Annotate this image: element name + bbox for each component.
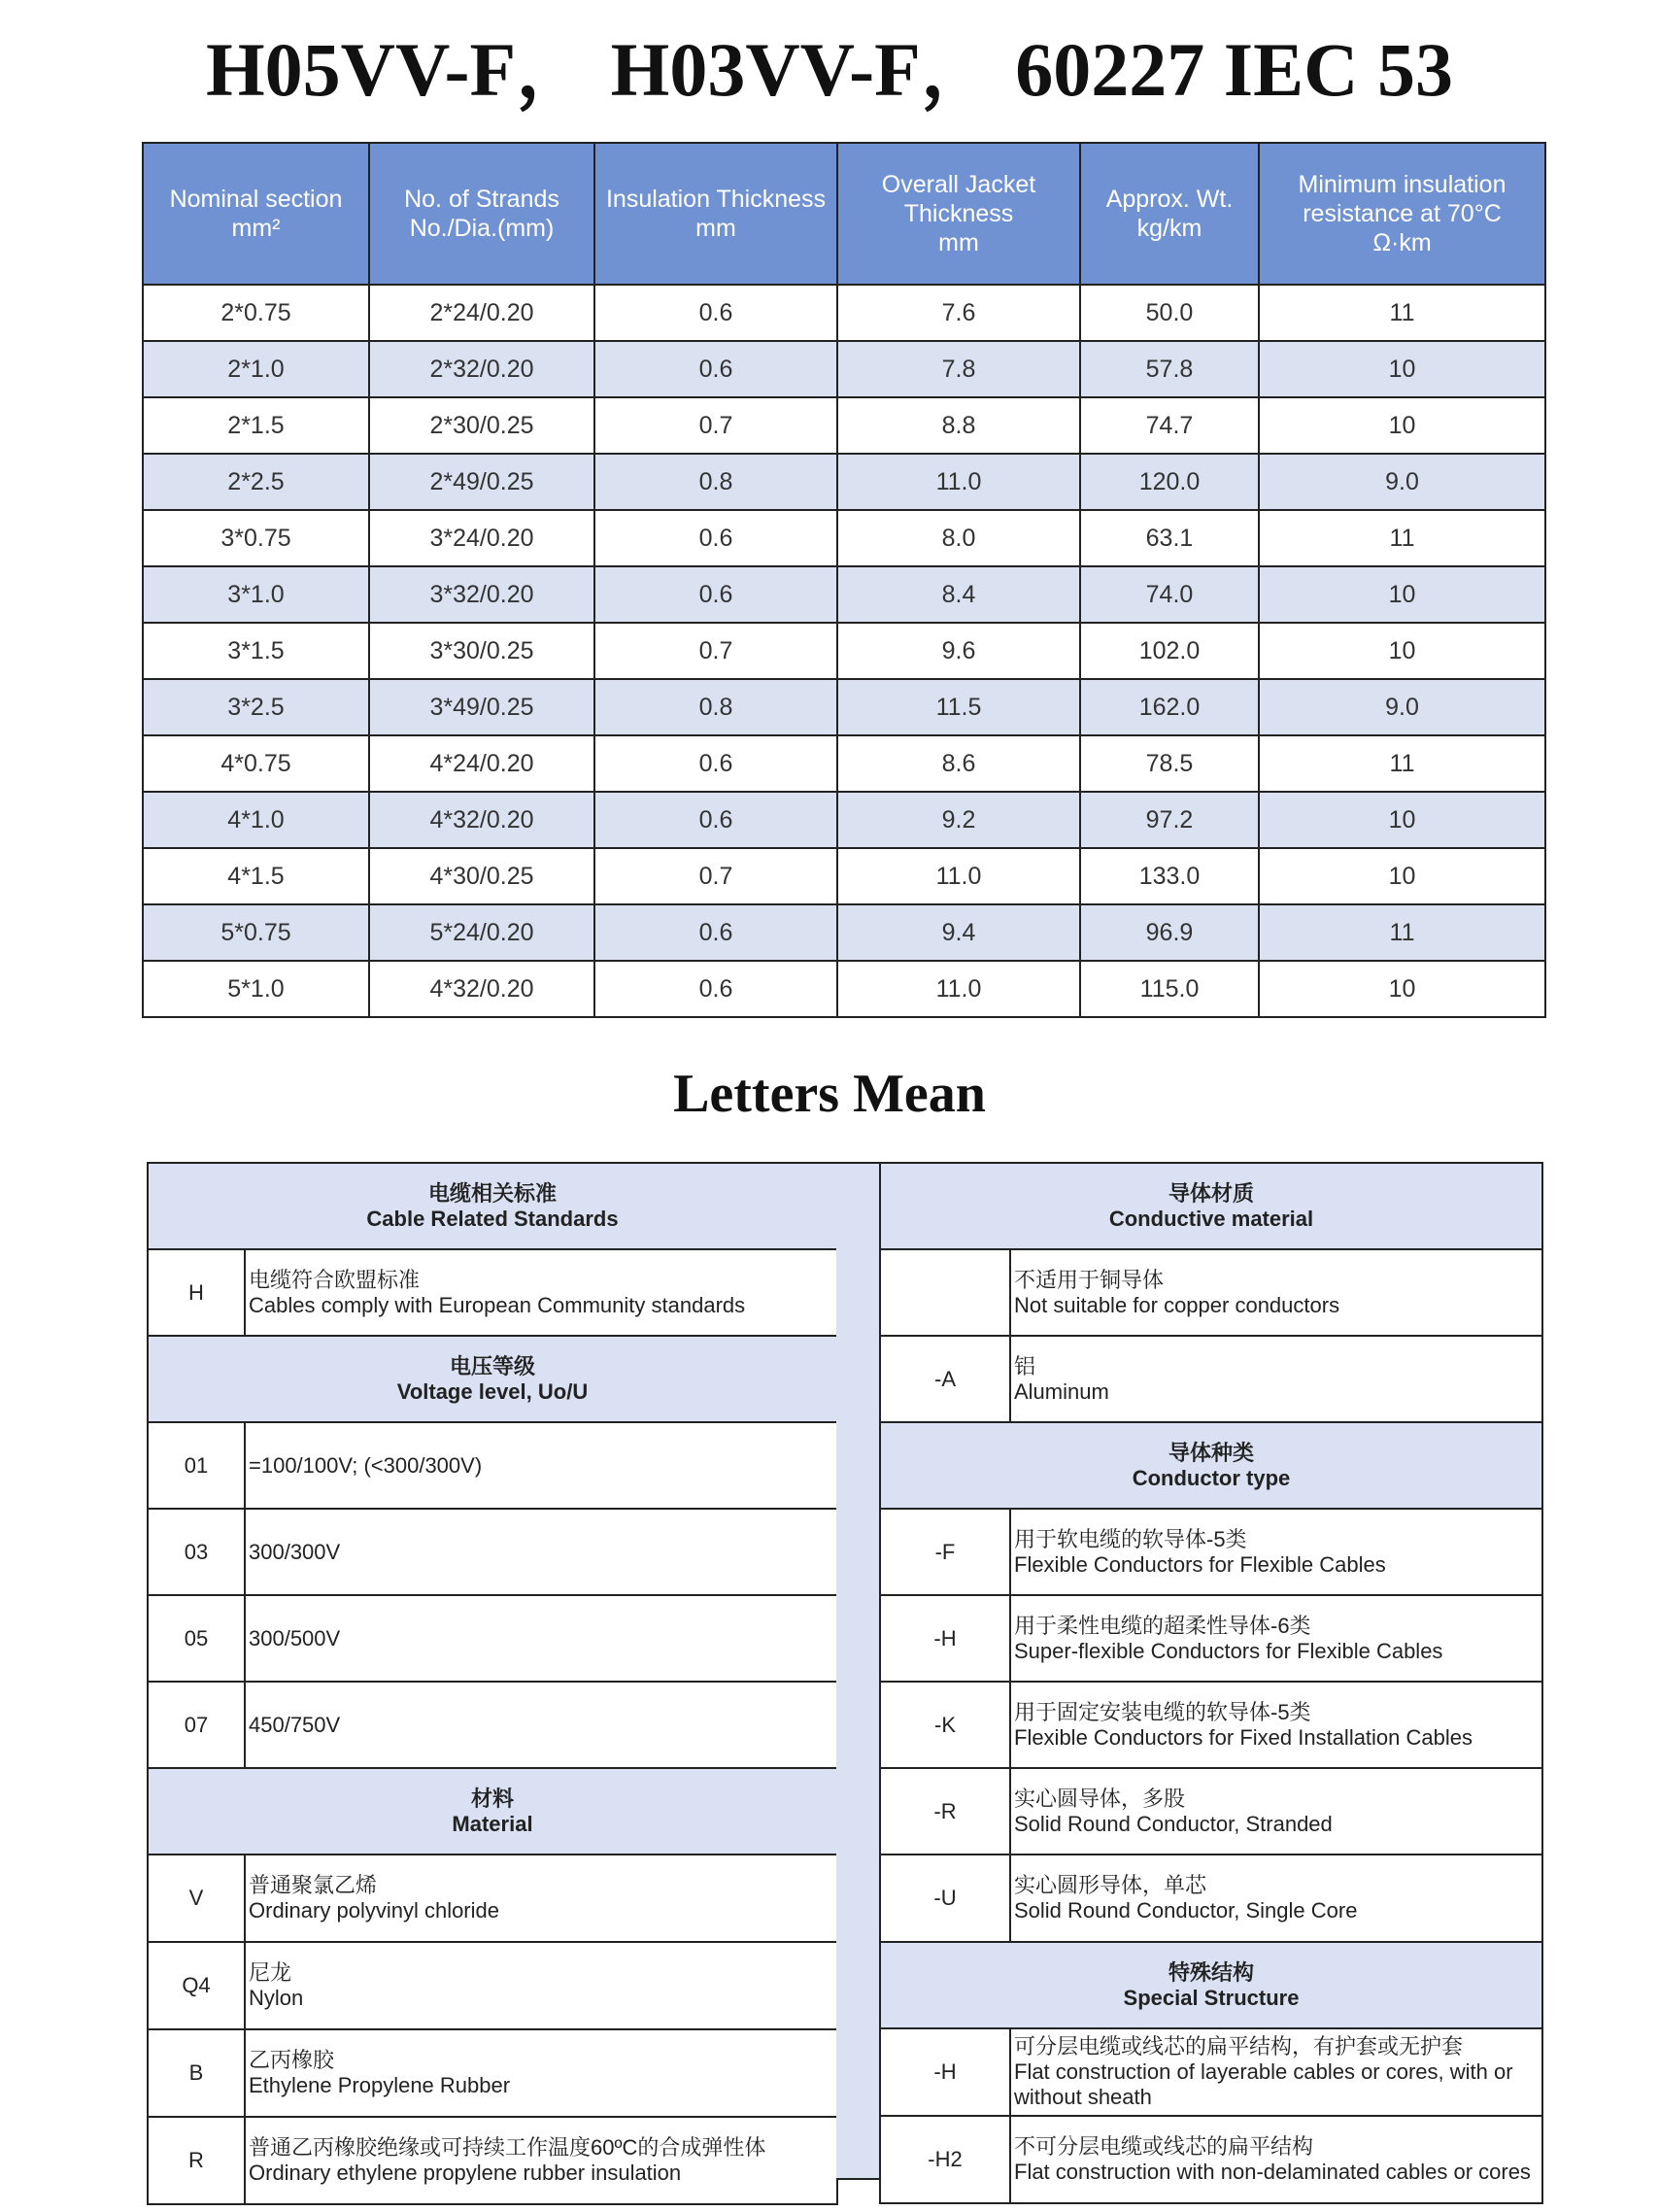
table-cell: 78.5: [1080, 735, 1259, 792]
code-cell: R: [148, 2117, 245, 2204]
cell-line: Nylon: [249, 1986, 304, 2010]
cell-line: =100/100V; (<300/300V): [249, 1452, 483, 1478]
code-cell: -U: [880, 1855, 1010, 1942]
section-header-row: [880, 1942, 1542, 2028]
table-cell: 74.7: [1080, 397, 1259, 454]
table-cell: 9.6: [837, 623, 1080, 679]
cell-line: Flexible Conductors for Fixed Installation Cables: [1014, 1724, 1473, 1750]
list-item: [148, 1509, 837, 1595]
code-cell: B: [148, 2029, 245, 2117]
cell-line: Flat construction with non-delaminated cables or cores: [1014, 2160, 1531, 2184]
code-cell: -K: [880, 1682, 1010, 1768]
cell-line: Cables comply with European Community standards: [249, 1292, 746, 1317]
table-cell: 7.8: [837, 341, 1080, 397]
list-item: [148, 1595, 837, 1682]
table-cell: 96.9: [1080, 904, 1259, 961]
description-cell: [245, 1682, 837, 1768]
table-cell: 3*1.0: [143, 566, 369, 623]
section-header-row: [148, 1768, 837, 1855]
letters-right-table: [879, 1162, 1543, 2204]
cell-line: Voltage level, Uo/U: [396, 1378, 589, 1404]
description-cell: [1010, 1336, 1542, 1422]
cell-line: 300/300V: [249, 1539, 341, 1564]
table-cell: 11.5: [837, 679, 1080, 735]
cell-line: No./Dia.(mm): [409, 215, 555, 242]
cell-line: 450/750V: [249, 1712, 341, 1737]
table-cell: 5*1.0: [143, 961, 369, 1017]
cell-line: 乙丙橡胶: [249, 2048, 335, 2072]
cell-line: 尼龙: [249, 1960, 292, 1985]
table-cell: 7.6: [837, 285, 1080, 341]
spec-table: [142, 142, 1546, 1018]
code-cell: 07: [148, 1682, 245, 1768]
table-cell: 10: [1259, 341, 1545, 397]
cell-line: resistance at 70°C: [1303, 200, 1502, 227]
table-cell: 63.1: [1080, 510, 1259, 566]
table-cell: 11: [1259, 510, 1545, 566]
table-cell: 3*1.5: [143, 623, 369, 679]
cell-line: 电缆符合欧盟标准: [249, 1267, 421, 1292]
letters-title: Letters Mean: [673, 1064, 986, 1124]
table-cell: 3*2.5: [143, 679, 369, 735]
table-cell: 3*32/0.20: [369, 566, 594, 623]
table-row: [143, 679, 1545, 735]
section-header-row: [148, 1336, 837, 1422]
description-cell: [245, 1422, 837, 1509]
table-cell: 3*49/0.25: [369, 679, 594, 735]
table-cell: 162.0: [1080, 679, 1259, 735]
list-item: [880, 1682, 1542, 1768]
table-cell: 0.6: [594, 341, 837, 397]
code-cell: -F: [880, 1509, 1010, 1595]
table-cell: 9.0: [1259, 679, 1545, 735]
description-cell: [1010, 1509, 1542, 1595]
table-cell: 8.8: [837, 397, 1080, 454]
table-cell: 2*0.75: [143, 285, 369, 341]
spec-column-header: [594, 143, 837, 285]
table-cell: 2*30/0.25: [369, 397, 594, 454]
table-cell: 0.8: [594, 454, 837, 510]
list-item: [880, 2116, 1542, 2203]
table-row: [143, 510, 1545, 566]
table-row: [143, 848, 1545, 904]
list-item: [880, 1336, 1542, 1422]
table-cell: 4*32/0.20: [369, 961, 594, 1017]
list-item: [148, 2029, 837, 2117]
cell-line: Not suitable for copper conductors: [1014, 1292, 1340, 1317]
table-cell: 4*1.0: [143, 792, 369, 848]
cell-line: 特殊结构: [1168, 1959, 1254, 1985]
description-cell: [245, 1509, 837, 1595]
table-cell: 0.7: [594, 623, 837, 679]
cell-line: Special Structure: [1123, 1985, 1300, 2010]
table-cell: 4*30/0.25: [369, 848, 594, 904]
cell-line: 用于软电缆的软导体-5类: [1014, 1526, 1247, 1551]
table-cell: 4*0.75: [143, 735, 369, 792]
list-item: [148, 1855, 837, 1942]
section-header: [880, 1163, 1542, 1249]
table-row: [143, 285, 1545, 341]
cell-line: Solid Round Conductor, Single Core: [1014, 1898, 1358, 1923]
cell-line: Aluminum: [1014, 1378, 1109, 1404]
section-header-row: [148, 1163, 837, 1249]
cell-line: mm²: [231, 215, 281, 242]
table-cell: 133.0: [1080, 848, 1259, 904]
description-cell: [1010, 1768, 1542, 1855]
cell-line: Ω·km: [1372, 229, 1432, 256]
cell-line: Thickness: [903, 200, 1014, 227]
section-header: [148, 1768, 837, 1855]
table-cell: 8.6: [837, 735, 1080, 792]
section-header: [148, 1336, 837, 1422]
code-cell: 05: [148, 1595, 245, 1682]
code-cell: [880, 1249, 1010, 1336]
table-cell: 2*24/0.20: [369, 285, 594, 341]
spec-column-header: [1080, 143, 1259, 285]
table-cell: 3*24/0.20: [369, 510, 594, 566]
cell-line: 铝: [1014, 1353, 1036, 1378]
list-item: [880, 1509, 1542, 1595]
description-cell: [1010, 1855, 1542, 1942]
letters-left-table: [147, 1162, 838, 2205]
spec-column-header: [369, 143, 594, 285]
table-cell: 0.6: [594, 285, 837, 341]
code-cell: Q4: [148, 1942, 245, 2029]
list-item: [880, 1249, 1542, 1336]
table-cell: 2*2.5: [143, 454, 369, 510]
description-cell: [1010, 1595, 1542, 1682]
cell-line: 导体材质: [1168, 1180, 1254, 1206]
table-cell: 115.0: [1080, 961, 1259, 1017]
description-cell: [245, 1942, 837, 2029]
cell-line: 300/500V: [249, 1625, 341, 1650]
table-cell: 8.0: [837, 510, 1080, 566]
cell-line: 不可分层电缆或线芯的扁平结构: [1014, 2134, 1314, 2159]
description-cell: [1010, 2028, 1542, 2116]
list-item: [148, 1422, 837, 1509]
table-cell: 0.8: [594, 679, 837, 735]
description-cell: [245, 1249, 837, 1336]
table-cell: 11.0: [837, 961, 1080, 1017]
cell-line: 材料: [470, 1786, 514, 1811]
cell-line: Ordinary polyvinyl chloride: [249, 1898, 499, 1923]
table-cell: 102.0: [1080, 623, 1259, 679]
table-row: [143, 341, 1545, 397]
table-row: [143, 961, 1545, 1017]
section-header: [880, 1422, 1542, 1509]
cell-line: 不适用于铜导体: [1014, 1267, 1165, 1292]
cell-line: Super-flexible Conductors for Flexible Cables: [1014, 1638, 1443, 1663]
section-header: [880, 1942, 1542, 2028]
cell-line: 用于固定安装电缆的软导体-5类: [1014, 1699, 1311, 1724]
cell-line: mm: [938, 229, 979, 256]
cell-line: 电压等级: [449, 1353, 535, 1378]
table-cell: 4*24/0.20: [369, 735, 594, 792]
table-cell: 11: [1259, 904, 1545, 961]
table-cell: 5*24/0.20: [369, 904, 594, 961]
list-item: [148, 1942, 837, 2029]
list-item: [880, 1595, 1542, 1682]
cell-line: Conductive material: [1108, 1206, 1314, 1231]
table-cell: 0.6: [594, 735, 837, 792]
spec-header-row: [143, 143, 1545, 285]
cell-line: kg/km: [1136, 215, 1202, 242]
spec-column-header: [143, 143, 369, 285]
code-cell: H: [148, 1249, 245, 1336]
description-cell: [245, 2029, 837, 2117]
table-cell: 0.6: [594, 961, 837, 1017]
cell-line: 普通聚氯乙烯: [249, 1873, 378, 1897]
table-cell: 0.7: [594, 397, 837, 454]
table-cell: 11: [1259, 735, 1545, 792]
table-cell: 11.0: [837, 454, 1080, 510]
cell-line: 可分层电缆或线芯的扁平结构，有护套或无护套: [1014, 2034, 1464, 2059]
code-cell: -A: [880, 1336, 1010, 1422]
code-cell: 01: [148, 1422, 245, 1509]
cell-line: Material: [452, 1811, 533, 1836]
cell-line: Ordinary ethylene propylene rubber insulation: [249, 2161, 682, 2185]
table-cell: 2*1.0: [143, 341, 369, 397]
table-cell: 5*0.75: [143, 904, 369, 961]
code-cell: -R: [880, 1768, 1010, 1855]
table-cell: 9.4: [837, 904, 1080, 961]
cell-line: Ethylene Propylene Rubber: [249, 2073, 511, 2097]
spec-column-header: [837, 143, 1080, 285]
cell-line: Approx. Wt.: [1105, 186, 1234, 213]
cell-line: Overall Jacket: [881, 171, 1036, 198]
table-cell: 57.8: [1080, 341, 1259, 397]
cell-line: 普通乙丙橡胶绝缘或可持续工作温度60ºC的合成弹性体: [249, 2135, 766, 2160]
cell-line: Flexible Conductors for Flexible Cables: [1014, 1551, 1386, 1577]
cell-line: 用于柔性电缆的超柔性导体-6类: [1014, 1613, 1311, 1638]
list-item: [880, 2028, 1542, 2116]
table-cell: 74.0: [1080, 566, 1259, 623]
cell-line: Solid Round Conductor, Stranded: [1014, 1811, 1333, 1836]
table-cell: 9.0: [1259, 454, 1545, 510]
cell-line: 实心圆形导体，单芯: [1014, 1873, 1207, 1897]
cell-line: No. of Strands: [404, 186, 559, 213]
section-header-row: [880, 1163, 1542, 1249]
code-cell: -H: [880, 1595, 1010, 1682]
cell-line: Conductor type: [1132, 1465, 1291, 1490]
table-cell: 8.4: [837, 566, 1080, 623]
spec-column-header: [1259, 143, 1545, 285]
code-cell: 03: [148, 1509, 245, 1595]
list-item: [148, 1682, 837, 1768]
cell-line: 电缆相关标准: [427, 1180, 557, 1206]
table-cell: 0.6: [594, 792, 837, 848]
description-cell: [1010, 1682, 1542, 1768]
table-row: [143, 623, 1545, 679]
description-cell: [245, 1595, 837, 1682]
description-cell: [1010, 1249, 1542, 1336]
list-item: [148, 2117, 837, 2204]
table-cell: 10: [1259, 961, 1545, 1017]
cell-line: mm: [695, 215, 736, 242]
section-header-row: [880, 1422, 1542, 1509]
description-cell: [245, 2117, 837, 2204]
table-row: [143, 735, 1545, 792]
table-cell: 2*49/0.25: [369, 454, 594, 510]
table-cell: 120.0: [1080, 454, 1259, 510]
table-row: [143, 904, 1545, 961]
cell-line: 导体种类: [1168, 1440, 1254, 1465]
description-cell: [245, 1855, 837, 1942]
letters-divider: [836, 1162, 879, 2180]
page-title: H05VV-F， H03VV-F， 60227 IEC 53: [205, 27, 1454, 112]
cell-line: Flat construction of layerable cables or cores, with or without sheath: [1014, 2059, 1513, 2109]
code-cell: -H: [880, 2028, 1010, 2116]
cell-line: Cable Related Standards: [366, 1206, 619, 1231]
list-item: [880, 1768, 1542, 1855]
table-cell: 10: [1259, 792, 1545, 848]
table-cell: 97.2: [1080, 792, 1259, 848]
table-cell: 10: [1259, 623, 1545, 679]
list-item: [880, 1855, 1542, 1942]
table-row: [143, 397, 1545, 454]
table-cell: 0.7: [594, 848, 837, 904]
table-cell: 11.0: [837, 848, 1080, 904]
description-cell: [1010, 2116, 1542, 2203]
table-row: [143, 792, 1545, 848]
table-cell: 10: [1259, 397, 1545, 454]
table-cell: 4*32/0.20: [369, 792, 594, 848]
table-row: [143, 566, 1545, 623]
table-cell: 2*32/0.20: [369, 341, 594, 397]
table-cell: 10: [1259, 566, 1545, 623]
table-cell: 10: [1259, 848, 1545, 904]
cell-line: Nominal section: [169, 186, 343, 213]
cell-line: 实心圆导体，多股: [1014, 1786, 1186, 1811]
section-header: [148, 1163, 837, 1249]
table-cell: 2*1.5: [143, 397, 369, 454]
table-cell: 11: [1259, 285, 1545, 341]
table-cell: 4*1.5: [143, 848, 369, 904]
cell-line: Minimum insulation: [1298, 171, 1507, 198]
table-row: [143, 454, 1545, 510]
table-cell: 3*0.75: [143, 510, 369, 566]
code-cell: -H2: [880, 2116, 1010, 2203]
table-cell: 0.6: [594, 904, 837, 961]
cell-line: Insulation Thickness: [605, 186, 827, 213]
table-cell: 3*30/0.25: [369, 623, 594, 679]
table-cell: 9.2: [837, 792, 1080, 848]
table-cell: 50.0: [1080, 285, 1259, 341]
table-cell: 0.6: [594, 510, 837, 566]
table-cell: 0.6: [594, 566, 837, 623]
code-cell: V: [148, 1855, 245, 1942]
list-item: [148, 1249, 837, 1336]
